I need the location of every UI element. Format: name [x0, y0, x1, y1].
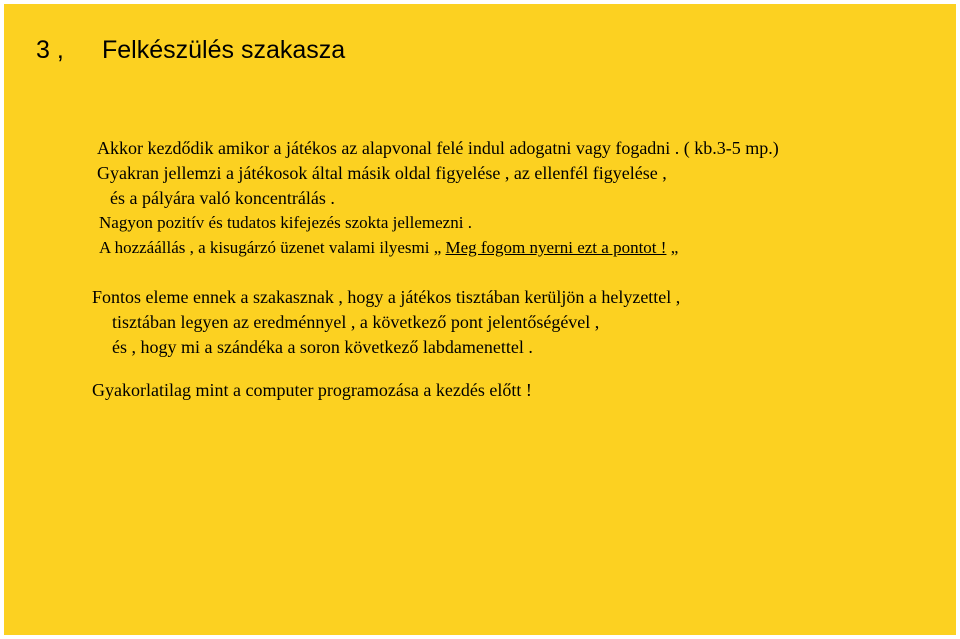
para3-line1: Gyakorlatilag mint a computer programozása a kezdés előtt ! — [92, 380, 532, 400]
line5-prefix: A hozzáállás , a kisugárzó üzenet valami ilyesmi „ — [99, 238, 446, 257]
para1-line1: Akkor kezdődik amikor a játékos az alapvonal felé indul adogatni vagy fogadni . ( kb.3-5 mp.) — [97, 138, 779, 158]
para1-line4: Nagyon pozitív és tudatos kifejezés szokta jellemezni . — [99, 213, 472, 232]
slide-title — [36, 34, 345, 66]
para2-line3: és , hogy mi a szándéka a soron következő labdamenettel . — [112, 337, 533, 357]
title-number: 3 , — [36, 36, 64, 64]
para1-line5 — [99, 237, 678, 259]
underlined-quote: Meg fogom nyerni ezt a pontot ! — [445, 238, 667, 257]
slide — [4, 4, 956, 635]
para2-line1: Fontos eleme ennek a szakasznak , hogy a játékos tisztában kerüljön a helyzettel , — [92, 287, 681, 307]
title-text: Felkészülés szakasza — [102, 36, 346, 64]
line5-suffix: „ — [666, 238, 679, 257]
para2-line2: tisztában legyen az eredménnyel , a következő pont jelentőségével , — [112, 312, 600, 332]
para1-line3: és a pályára való koncentrálás . — [110, 188, 335, 208]
para1-line2: Gyakran jellemzi a játékosok által másik oldal figyelése , az ellenfél figyelése , — [97, 163, 667, 183]
